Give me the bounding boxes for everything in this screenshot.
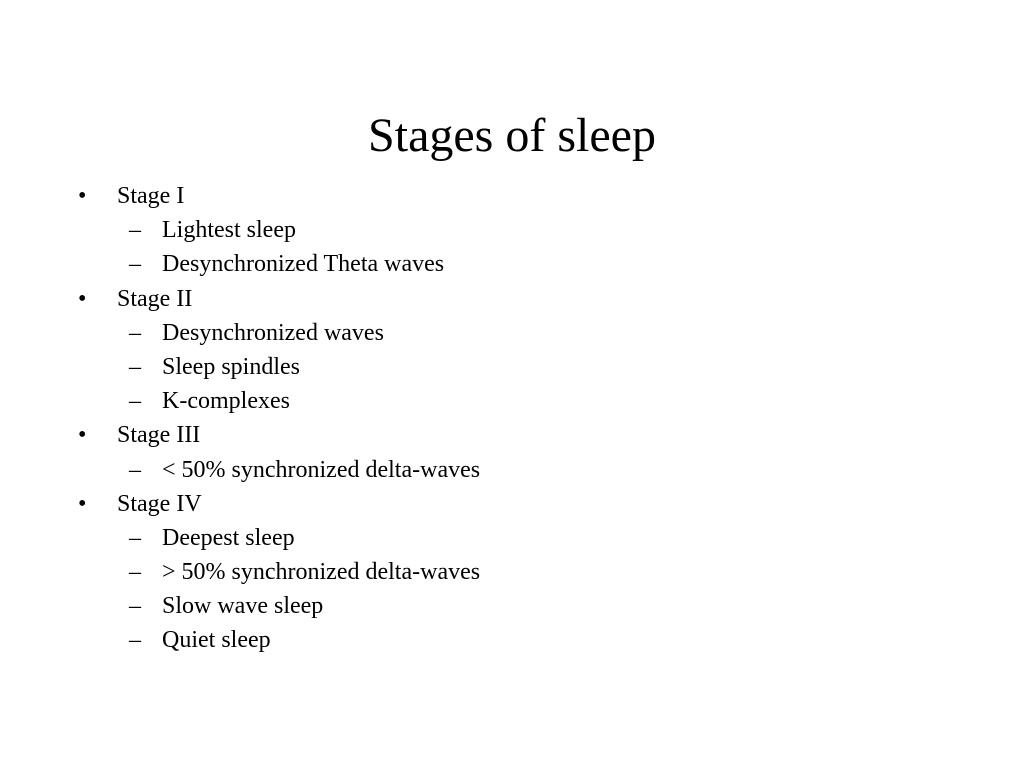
list-item-stage-4: [72, 487, 972, 658]
dash-icon: –: [129, 217, 141, 244]
sub-bullet-text: Quiet sleep: [162, 627, 271, 654]
dash-icon: –: [129, 524, 141, 551]
sub-bullet-list: [72, 453, 972, 487]
bullet-icon: •: [78, 490, 87, 517]
sub-bullet-row: [72, 350, 972, 384]
sub-bullet-text: Slow wave sleep: [162, 593, 324, 620]
bullet-icon: •: [78, 285, 87, 312]
sub-bullet-text: K-complexes: [162, 388, 290, 415]
sub-bullet-row: [72, 453, 972, 487]
sub-bullet-text: Deepest sleep: [162, 524, 295, 551]
slide-title: Stages of sleep: [368, 109, 656, 162]
bullet-list: [72, 179, 972, 658]
bullet-text: Stage IV: [117, 490, 202, 517]
dash-icon: –: [129, 353, 141, 380]
sub-bullet-text: > 50% synchronized delta-waves: [162, 559, 481, 586]
bullet-text: Stage III: [117, 422, 201, 449]
sub-bullet-row: [72, 589, 972, 623]
dash-icon: –: [129, 593, 141, 620]
bullet-row: [72, 179, 972, 213]
bullet-icon: •: [78, 422, 87, 449]
bullet-row: [72, 487, 972, 521]
sub-bullet-text: Desynchronized waves: [162, 319, 384, 346]
sub-bullet-row: [72, 521, 972, 555]
list-item-stage-1: [72, 179, 972, 282]
sub-bullet-row: [72, 384, 972, 418]
bullet-text: Stage II: [117, 285, 193, 312]
sub-bullet-list: [72, 521, 972, 658]
sub-bullet-row: [72, 316, 972, 350]
sub-bullet-text: Lightest sleep: [162, 217, 296, 244]
sub-bullet-row: [72, 623, 972, 657]
dash-icon: –: [129, 627, 141, 654]
list-item-stage-2: [72, 282, 972, 419]
bullet-text: Stage I: [117, 183, 185, 209]
dash-icon: –: [129, 251, 141, 278]
sub-bullet-list: [72, 213, 972, 281]
sub-bullet-row: [72, 213, 972, 247]
dash-icon: –: [129, 456, 141, 483]
bullet-icon: •: [78, 183, 87, 209]
dash-icon: –: [129, 559, 141, 586]
bullet-row: [72, 282, 972, 316]
sub-bullet-row: [72, 555, 972, 589]
dash-icon: –: [129, 388, 141, 415]
bullet-row: [72, 418, 972, 452]
sub-bullet-row: [72, 247, 972, 281]
sub-bullet-text: Sleep spindles: [162, 353, 300, 380]
sub-bullet-text: Desynchronized Theta waves: [162, 251, 445, 278]
sub-bullet-list: [72, 316, 972, 419]
list-item-stage-3: [72, 418, 972, 486]
sub-bullet-text: < 50% synchronized delta-waves: [162, 456, 481, 483]
dash-icon: –: [129, 319, 141, 346]
